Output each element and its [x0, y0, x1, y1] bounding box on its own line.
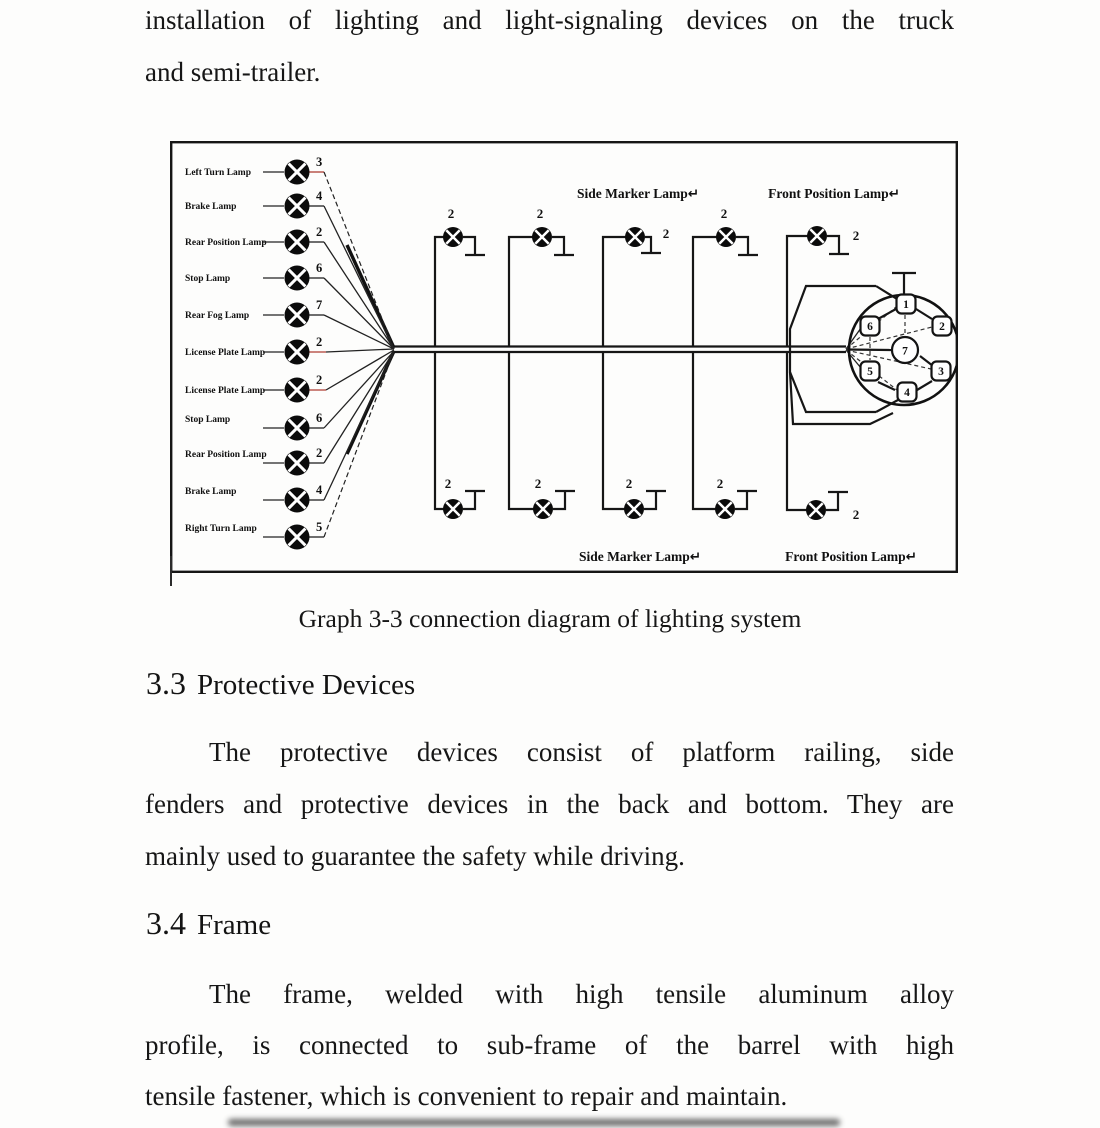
body-line: The frame, welded with high tensile aluminum alloy [209, 979, 954, 1009]
body-line: The protective devices consist of platform railing, side [209, 737, 954, 767]
lamp-icon [443, 227, 463, 247]
bottom-circuit [787, 352, 859, 522]
qty-label: 2 [662, 226, 670, 241]
qty-label: 2 [720, 206, 728, 221]
lamp-label: License Plate Lamp [185, 386, 266, 396]
pin-number: 7 [902, 345, 908, 358]
section-title: Frame [197, 909, 272, 941]
pin-number: 6 [867, 321, 873, 333]
lamp-icon [807, 226, 827, 246]
lamp-label: License Plate Lamp [185, 348, 266, 358]
wire-number: 6 [316, 261, 323, 275]
pin-number: 5 [867, 366, 873, 378]
pin-number: 4 [904, 387, 910, 399]
qty-label: 2 [852, 228, 860, 243]
top-circuit [435, 206, 485, 347]
wire-number: 4 [316, 189, 323, 203]
section-number: 3.3 [146, 665, 186, 701]
lamp-label: Right Turn Lamp [185, 524, 257, 534]
lamp-label: Brake Lamp [185, 487, 237, 497]
bottom-circuit [509, 352, 575, 519]
wire-number: 6 [316, 411, 323, 425]
pin-number: 3 [938, 366, 944, 378]
body-line: tensile fastener, which is convenient to repair and maintain. [145, 1081, 788, 1111]
wire-number: 4 [316, 483, 323, 497]
lamp-icon [285, 378, 310, 403]
lamp-label: Rear Fog Lamp [185, 311, 250, 321]
lamp-label: Rear Position Lamp [185, 238, 267, 248]
wire-number: 2 [316, 225, 323, 239]
wire-number: 5 [316, 520, 323, 534]
lamp-icon [285, 416, 310, 441]
qty-label: 2 [852, 507, 860, 522]
lamp-icon [285, 266, 310, 291]
wire-number: 2 [316, 373, 323, 387]
section-number: 3.4 [146, 905, 186, 941]
lamp-label: Brake Lamp [185, 202, 237, 212]
section-heading-3-4 [146, 905, 271, 942]
lamp-icon [624, 499, 644, 519]
bottom-circuit [435, 352, 485, 519]
top-circuit [603, 226, 669, 347]
seven-pin-connector [790, 273, 958, 424]
lighting-connection-diagram [170, 141, 958, 573]
lamp-label: Stop Lamp [185, 415, 231, 425]
bottom-circuit [603, 352, 666, 519]
left-lamp-row [185, 335, 394, 365]
lamp-icon [285, 451, 310, 476]
wire-number: 3 [316, 155, 323, 169]
lamp-icon [532, 227, 552, 247]
left-lamp-list [185, 155, 394, 550]
body-line: profile, is connected to sub-frame of the barrel with high [145, 1030, 954, 1060]
wire-number: 2 [316, 446, 323, 460]
lamp-icon [285, 194, 310, 219]
section-title: Protective Devices [197, 669, 416, 701]
wire-number: 2 [316, 335, 323, 349]
pin-number: 1 [903, 299, 909, 311]
lamp-icon [443, 499, 463, 519]
qty-label: 2 [625, 476, 633, 491]
top-lamp-circuits [435, 206, 859, 347]
lamp-icon [285, 340, 310, 365]
top-circuit [693, 206, 758, 347]
lamp-icon [285, 160, 310, 185]
body-line: mainly used to guarantee the safety while driving. [145, 841, 685, 871]
bottom-circuit [693, 352, 757, 519]
lamp-label: Left Turn Lamp [185, 168, 251, 178]
lamp-icon [285, 303, 310, 328]
bottom-lamp-circuits [435, 352, 859, 522]
side-marker-bottom-label: Side Marker Lamp↵ [578, 549, 702, 564]
qty-label: 2 [716, 476, 724, 491]
lamp-icon [806, 500, 826, 520]
intro-line-1: installation of lighting and light-signaling devices on the truck [145, 5, 954, 35]
lamp-icon [625, 227, 645, 247]
front-position-top-label: Front Position Lamp↵ [768, 186, 900, 201]
section-heading-3-3 [146, 665, 415, 702]
intro-line-2: and semi-trailer. [145, 57, 321, 87]
lamp-label: Stop Lamp [185, 274, 231, 284]
connector-key [892, 273, 916, 295]
left-lamp-row [185, 351, 394, 476]
body-line: fenders and protective devices in the back and bottom. They are [145, 789, 954, 819]
left-lamp-row [185, 298, 394, 349]
qty-label: 2 [536, 206, 544, 221]
lamp-label: Rear Position Lamp [185, 450, 267, 460]
figure-caption: Graph 3-3 connection diagram of lighting system [298, 604, 802, 633]
side-marker-top-label: Side Marker Lamp↵ [576, 186, 700, 201]
qty-label: 2 [444, 476, 452, 491]
lamp-icon [285, 525, 310, 550]
frame-corner-mark [170, 556, 172, 586]
wire-number: 7 [316, 298, 323, 312]
qty-label: 2 [534, 476, 542, 491]
qty-label: 2 [447, 206, 455, 221]
trunk-harness [347, 245, 846, 454]
cutoff-text-smudge [228, 1119, 840, 1126]
lamp-icon [285, 488, 310, 513]
lamp-icon [285, 230, 310, 255]
lamp-icon [716, 227, 736, 247]
front-position-bottom-label: Front Position Lamp↵ [785, 549, 917, 564]
top-circuit [509, 206, 574, 347]
lamp-icon [715, 499, 735, 519]
lamp-icon [533, 499, 553, 519]
pin-number: 2 [939, 321, 945, 333]
